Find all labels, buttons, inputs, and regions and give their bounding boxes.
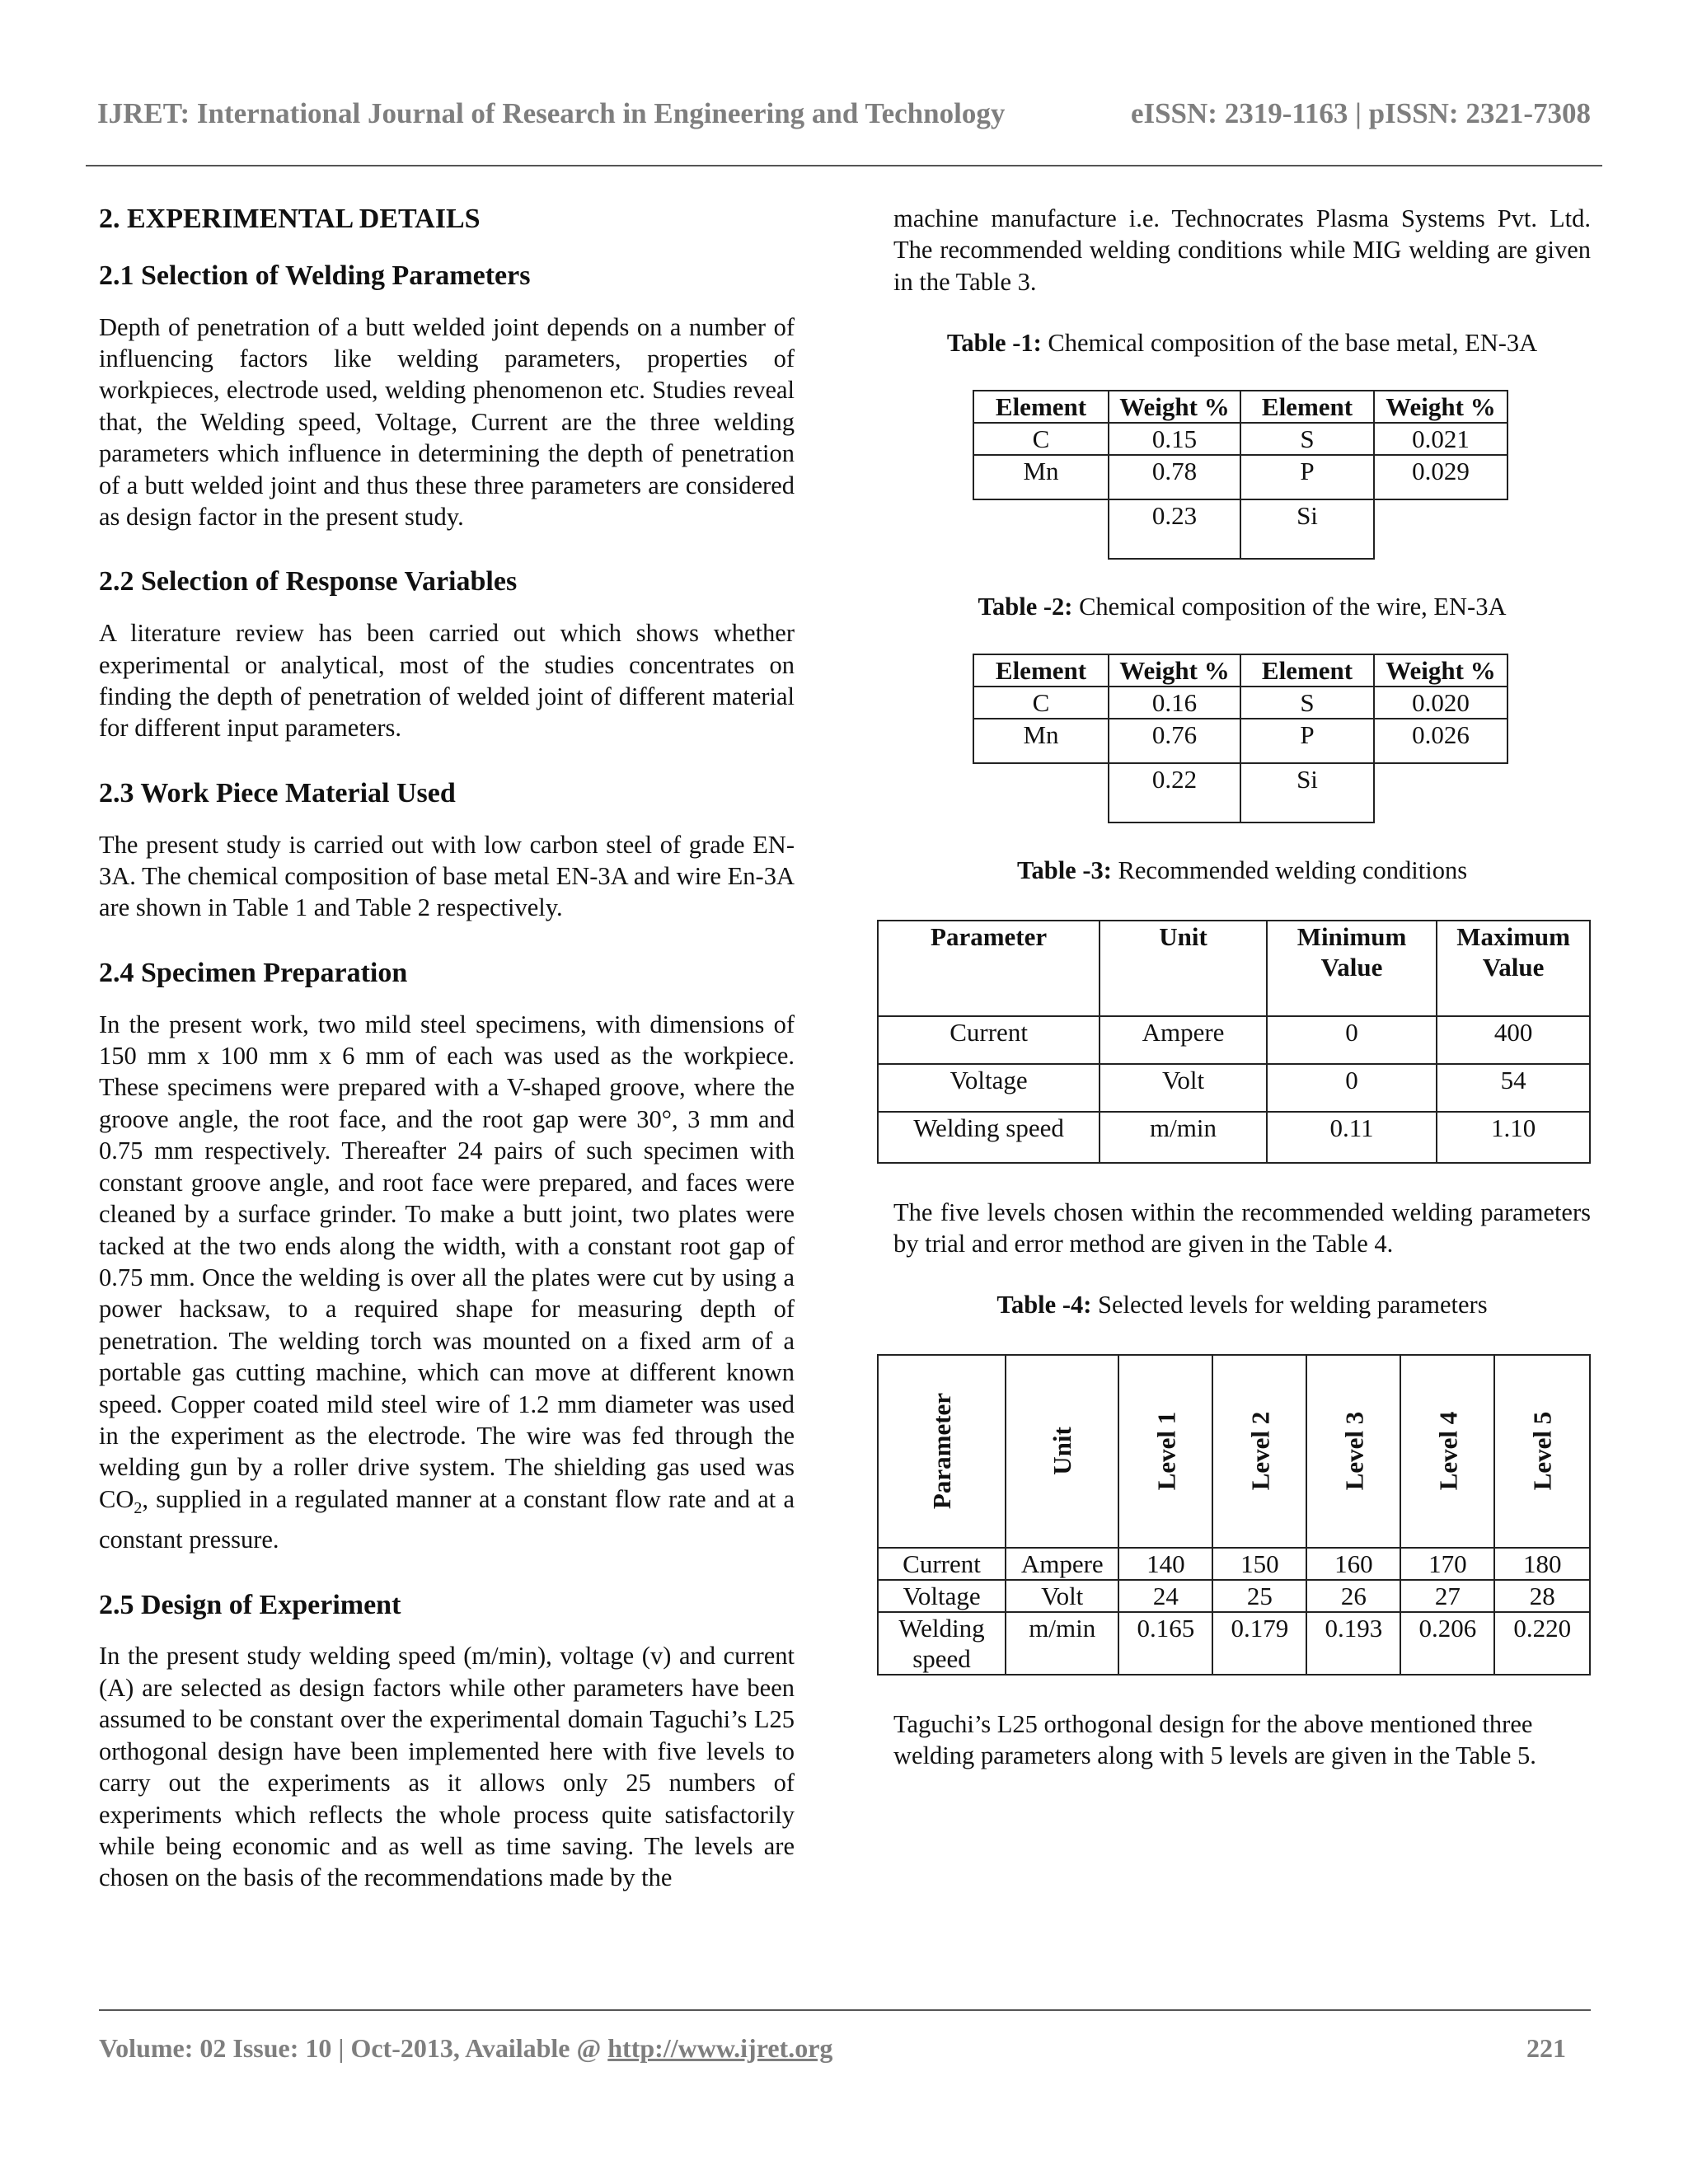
table-cell: S [1240, 423, 1374, 455]
table-header-row [878, 1355, 1590, 1548]
subsection-2-2-text: A literature review has been carried out which shows whether experimental or analytical, most of the studies concentrates on finding the depth of penetration of welded joint of different material for different input parameters. [99, 619, 795, 743]
subsection-2-1-text: Depth of penetration of a butt welded joint depends on a number of influencing factors like welding parameters, properties of workpieces, electrode used, welding phenomenon etc. Studies reveal that, the Welding speed, Voltage, Current are the three welding parameters which influence in determining the depth of penetration of a butt welded joint and thus these three parameters are considered as design factor in the present study. [99, 312, 795, 532]
page-footer [99, 2033, 1566, 2064]
table-cell: 0.026 [1374, 719, 1507, 763]
table-header-cell: Weight % [1374, 391, 1507, 423]
table-cell: 0.193 [1306, 1612, 1400, 1675]
page-header [97, 97, 1591, 130]
page-number: 221 [1526, 2033, 1566, 2063]
table-cell: 26 [1306, 1580, 1400, 1612]
table-cell: 0 [1267, 1064, 1437, 1112]
subsection-2-4-text [99, 1009, 795, 1556]
table-cell: S [1240, 687, 1374, 719]
header-rule [86, 165, 1602, 166]
caption-label: Table -1: [946, 329, 1042, 358]
subsection-2-5-text: In the present study welding speed (m/min), voltage (v) and current (A) are selected as design factors while other parameters have been assumed to be constant over the experimental domain Taguchi’s L25 orthogonal design have been implemented here with five levels to carry out the experiments as it allows only 25 numbers of experiments which reflects the whole process quite satisfactorily while being economic and as well as time saving. The levels are chosen on the basis of the recommendations made by the [99, 1642, 795, 1892]
journal-link[interactable]: http://www.ijret.org [607, 2033, 833, 2063]
caption-text: Recommended welding conditions [1111, 856, 1468, 885]
subsection-2-2-title: 2.2 Selection of Response Variables [99, 566, 518, 598]
caption-text: Selected levels for welding parameters [1091, 1291, 1488, 1319]
closing-text: Taguchi’s L25 orthogonal design for the above mentioned three welding parameters along with 5 levels are given in the Table 5. [893, 1709, 1536, 1769]
caption-label: Table -4: [996, 1291, 1092, 1319]
table-cell: 0.206 [1400, 1612, 1494, 1675]
table-header-cell: Weight % [1109, 654, 1240, 687]
table-header-cell: Element [973, 654, 1109, 687]
table-cell: 0.179 [1212, 1612, 1306, 1675]
table-cell: C [973, 687, 1109, 719]
table-row [973, 499, 1507, 559]
table-header-cell [1306, 1355, 1400, 1548]
journal-title: IJRET: International Journal of Research in Engineering and Technology [97, 97, 1006, 129]
table-cell: 0.23 [1109, 499, 1240, 559]
table-cell: 0.22 [1109, 763, 1240, 823]
rotated-header: Parameter [927, 1392, 957, 1510]
table-row [973, 687, 1507, 719]
table-cell: 400 [1437, 1016, 1590, 1064]
table-cell: 0.16 [1109, 687, 1240, 719]
table-cell: 28 [1494, 1580, 1590, 1612]
table-cell: m/min [1006, 1612, 1118, 1675]
table-header-row [878, 921, 1590, 1016]
caption-text: Chemical composition of the wire, EN-3A [1072, 593, 1507, 621]
table-cell: Volt [1100, 1064, 1267, 1112]
caption-text: Chemical composition of the base metal, EN-3A [1041, 329, 1538, 358]
rotated-header: Level 3 [1339, 1411, 1368, 1491]
right-column [893, 203, 1591, 1771]
table-header-cell: Maximum Value [1437, 921, 1590, 1016]
table-2-caption [893, 591, 1591, 622]
table-3 [877, 920, 1591, 1164]
table-cell: Volt [1006, 1580, 1118, 1612]
table-cell: 160 [1306, 1548, 1400, 1580]
table-header-cell: Weight % [1109, 391, 1240, 423]
table-cell: 170 [1400, 1548, 1494, 1580]
table-header-cell [1006, 1355, 1118, 1548]
table-cell: 25 [1212, 1580, 1306, 1612]
table-cell: Current [878, 1016, 1100, 1064]
table-header-cell: Element [973, 391, 1109, 423]
table-header-cell [1400, 1355, 1494, 1548]
table-header-row [973, 654, 1507, 687]
table-header-cell [1494, 1355, 1590, 1548]
table-row [973, 763, 1507, 823]
table-3-caption [893, 855, 1591, 886]
table-header-cell: Parameter [878, 921, 1100, 1016]
table-row [973, 423, 1507, 455]
table-cell [973, 499, 1109, 559]
section-title: 2. EXPERIMENTAL DETAILS [99, 204, 481, 234]
table-cell: 140 [1118, 1548, 1212, 1580]
table-cell: 180 [1494, 1548, 1590, 1580]
table-cell: 27 [1400, 1580, 1494, 1612]
table-row [878, 1112, 1590, 1163]
text-part: , supplied in a regulated manner at a constant flow rate and at a constant pressure. [99, 1484, 795, 1554]
table-cell: Mn [973, 719, 1109, 763]
table-cell: Ampere [1100, 1016, 1267, 1064]
table-row [878, 1016, 1590, 1064]
table-row [973, 455, 1507, 499]
table-header-row [973, 391, 1507, 423]
table-header-cell [1118, 1355, 1212, 1548]
rotated-header: Level 2 [1245, 1411, 1274, 1491]
table-header-cell: Element [1240, 391, 1374, 423]
levels-text: The five levels chosen within the recommended welding parameters by trial and error method are given in the Table 4. [893, 1197, 1591, 1258]
table-cell: 0.220 [1494, 1612, 1590, 1675]
table-cell: 24 [1118, 1580, 1212, 1612]
table-header-cell: Unit [1100, 921, 1267, 1016]
intro-text: machine manufacture i.e. Technocrates Plasma Systems Pvt. Ltd. The recommended welding conditions while MIG welding are given in the Table 3. [893, 204, 1591, 296]
table-cell: 0.020 [1374, 687, 1507, 719]
rotated-header: Level 1 [1151, 1411, 1180, 1491]
table-row [878, 1580, 1590, 1612]
table-cell: 0 [1267, 1016, 1437, 1064]
table-cell: Voltage [878, 1064, 1100, 1112]
table-cell: Ampere [1006, 1548, 1118, 1580]
table-row [973, 719, 1507, 763]
table-header-cell [878, 1355, 1006, 1548]
subsection-2-4-title: 2.4 Specimen Preparation [99, 957, 408, 988]
table-cell: P [1240, 719, 1374, 763]
subsection-2-1-title: 2.1 Selection of Welding Parameters [99, 260, 531, 291]
rotated-header: Level 5 [1527, 1411, 1557, 1491]
table-header-cell: Weight % [1374, 654, 1507, 687]
text-part: In the present work, two mild steel specimens, with dimensions of 150 mm x 100 mm x 6 mm of each was used as the workpiece. These specimens were prepared with a V-shaped groove, where the groove angle, the root face, and the root gap were 30°, 3 mm and 0.75 mm respectively. Thereafter 24 pairs of such specimen with constant groove angle, and root face were prepared, and faces were cleaned by a surface grinder. To make a butt joint, two plates were tacked at the two ends along the width, with a constant root gap of 0.75 mm. Once the welding is over all the plates were cut by using a power hacksaw, to a required shape for measuring depth of penetration. The welding torch was mounted on a fixed arm of a portable gas cutting machine, which can move at different known speed. Copper coated mild steel wire of 1.2 mm diameter was used in the experiment as the electrode. The wire was fed through the welding gun by a roller drive system. The shielding gas used was CO [99, 1010, 795, 1513]
table-cell [1374, 763, 1507, 823]
table-row [878, 1064, 1590, 1112]
footer-rule [99, 2009, 1591, 2011]
table-cell: 54 [1437, 1064, 1590, 1112]
table-4 [877, 1354, 1591, 1675]
table-cell: Si [1240, 763, 1374, 823]
table-cell: Mn [973, 455, 1109, 499]
table-cell: Voltage [878, 1580, 1006, 1612]
table-cell: 0.76 [1109, 719, 1240, 763]
table-cell: 0.15 [1109, 423, 1240, 455]
table-cell: Welding speed [878, 1612, 1006, 1675]
table-header-cell [1212, 1355, 1306, 1548]
table-1 [973, 390, 1508, 560]
issn: eISSN: 2319-1163 | pISSN: 2321-7308 [1130, 97, 1591, 129]
subscript: 2 [134, 1498, 143, 1517]
footer-volume [99, 2033, 832, 2064]
table-cell: Current [878, 1548, 1006, 1580]
table-cell: m/min [1100, 1112, 1267, 1163]
rotated-header: Unit [1048, 1427, 1077, 1475]
table-4-caption [893, 1289, 1591, 1320]
table-2 [973, 654, 1508, 823]
table-cell: 150 [1212, 1548, 1306, 1580]
table-cell: 0.029 [1374, 455, 1507, 499]
table-cell: 0.021 [1374, 423, 1507, 455]
table-1-caption [893, 327, 1591, 359]
subsection-2-5-title: 2.5 Design of Experiment [99, 1589, 401, 1620]
table-row [878, 1612, 1590, 1675]
table-cell: 1.10 [1437, 1112, 1590, 1163]
subsection-2-3-text: The present study is carried out with low carbon steel of grade EN-3A. The chemical composition of base metal EN-3A and wire En-3A are shown in Table 1 and Table 2 respectively. [99, 830, 795, 922]
volume-text: Volume: 02 Issue: 10 | Oct-2013, Available @ [99, 2033, 608, 2063]
table-cell: Welding speed [878, 1112, 1100, 1163]
table-cell: 0.11 [1267, 1112, 1437, 1163]
table-cell [1374, 499, 1507, 559]
left-column [99, 203, 795, 1894]
table-cell: 0.165 [1118, 1612, 1212, 1675]
table-header-cell: Minimum Value [1267, 921, 1437, 1016]
table-header-cell: Element [1240, 654, 1374, 687]
table-cell: Si [1240, 499, 1374, 559]
rotated-header: Level 4 [1432, 1411, 1462, 1491]
caption-label: Table -2: [978, 593, 1073, 621]
table-cell: 0.78 [1109, 455, 1240, 499]
table-cell: C [973, 423, 1109, 455]
subsection-2-3-title: 2.3 Work Piece Material Used [99, 777, 456, 808]
table-cell [973, 763, 1109, 823]
table-cell: P [1240, 455, 1374, 499]
table-row [878, 1548, 1590, 1580]
caption-label: Table -3: [1016, 856, 1112, 885]
